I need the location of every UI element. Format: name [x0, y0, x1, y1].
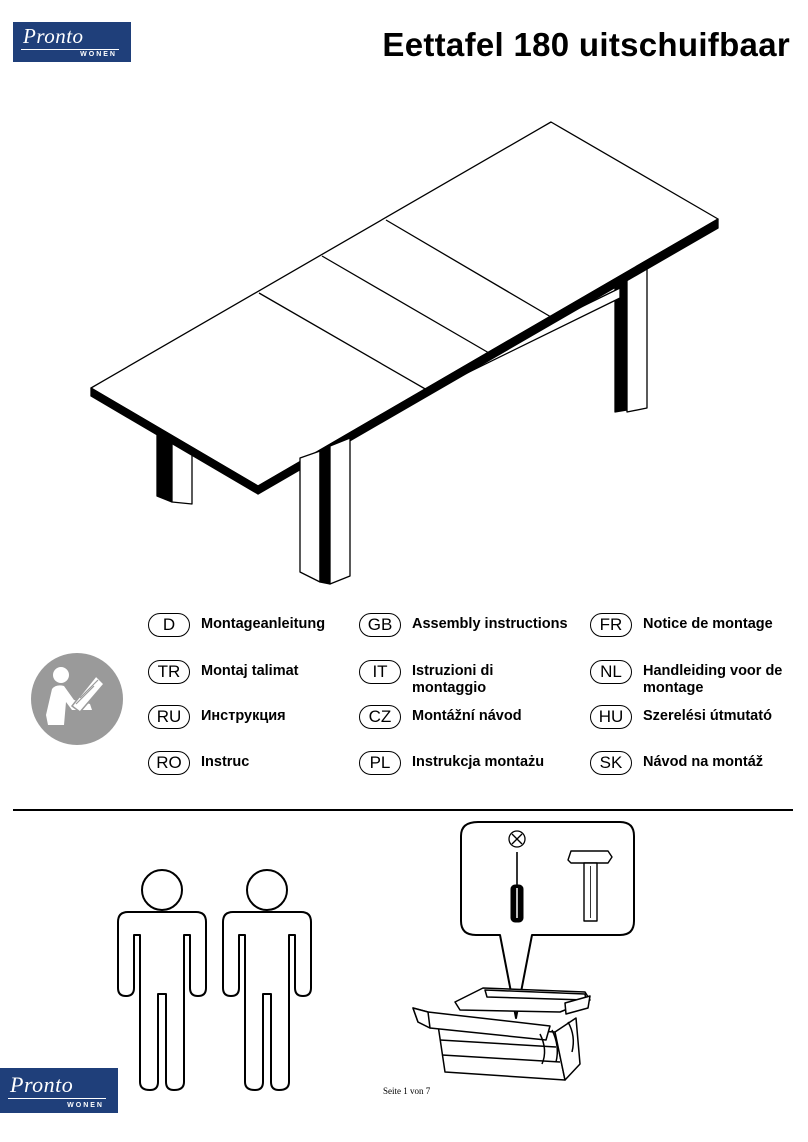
lang-label: Notice de montage	[643, 616, 773, 632]
lang-code-badge: FR	[590, 613, 632, 637]
lang-code-badge: HU	[590, 705, 632, 729]
lang-label: Assembly instructions	[412, 616, 568, 632]
lang-code-badge: GB	[359, 613, 401, 637]
lang-code-badge: PL	[359, 751, 401, 775]
extendable-table-illustration	[91, 122, 718, 584]
person-right-icon	[223, 870, 311, 1090]
lang-code-badge: D	[148, 613, 190, 637]
lang-label: Návod na montáž	[643, 754, 764, 770]
section-divider	[13, 809, 793, 811]
lang-code-badge: SK	[590, 751, 632, 775]
logo-swoosh	[8, 1098, 106, 1099]
lang-label: Istruzioni di montaggio	[412, 663, 494, 696]
lang-label: Инструкция	[201, 708, 286, 724]
lang-code-badge: CZ	[359, 705, 401, 729]
lang-code-badge: TR	[148, 660, 190, 684]
read-manual-icon	[31, 653, 123, 745]
lang-label: Montageanleitung	[201, 616, 326, 632]
lang-code-badge: IT	[359, 660, 401, 684]
lang-label: Handleiding voor de montage	[643, 663, 783, 696]
lang-label: Instruc	[201, 754, 250, 770]
toolbox-icon	[413, 988, 590, 1080]
lang-label: Montážní návod	[412, 708, 522, 724]
pronto-logo-footer	[0, 1068, 118, 1113]
page-number: Seite 1 von 7	[383, 1086, 431, 1096]
person-left-icon	[118, 870, 206, 1090]
logo-sub-text: WONEN	[80, 51, 117, 58]
page-title: Eettafel 180 uitschuifbaar	[382, 26, 790, 63]
two-persons-icon	[118, 870, 311, 1090]
logo-sub-text: WONEN	[67, 1102, 104, 1109]
lang-label: Szerelési útmutató	[643, 708, 772, 724]
lang-code-badge: RO	[148, 751, 190, 775]
logo-brand-text: Pronto	[10, 1072, 74, 1097]
lang-code-badge: NL	[590, 660, 632, 684]
logo-brand-text: Pronto	[23, 24, 84, 48]
lang-label: Montaj talimat	[201, 663, 299, 679]
lang-code-badge: RU	[148, 705, 190, 729]
lang-label: Instrukcja montażu	[412, 754, 545, 770]
